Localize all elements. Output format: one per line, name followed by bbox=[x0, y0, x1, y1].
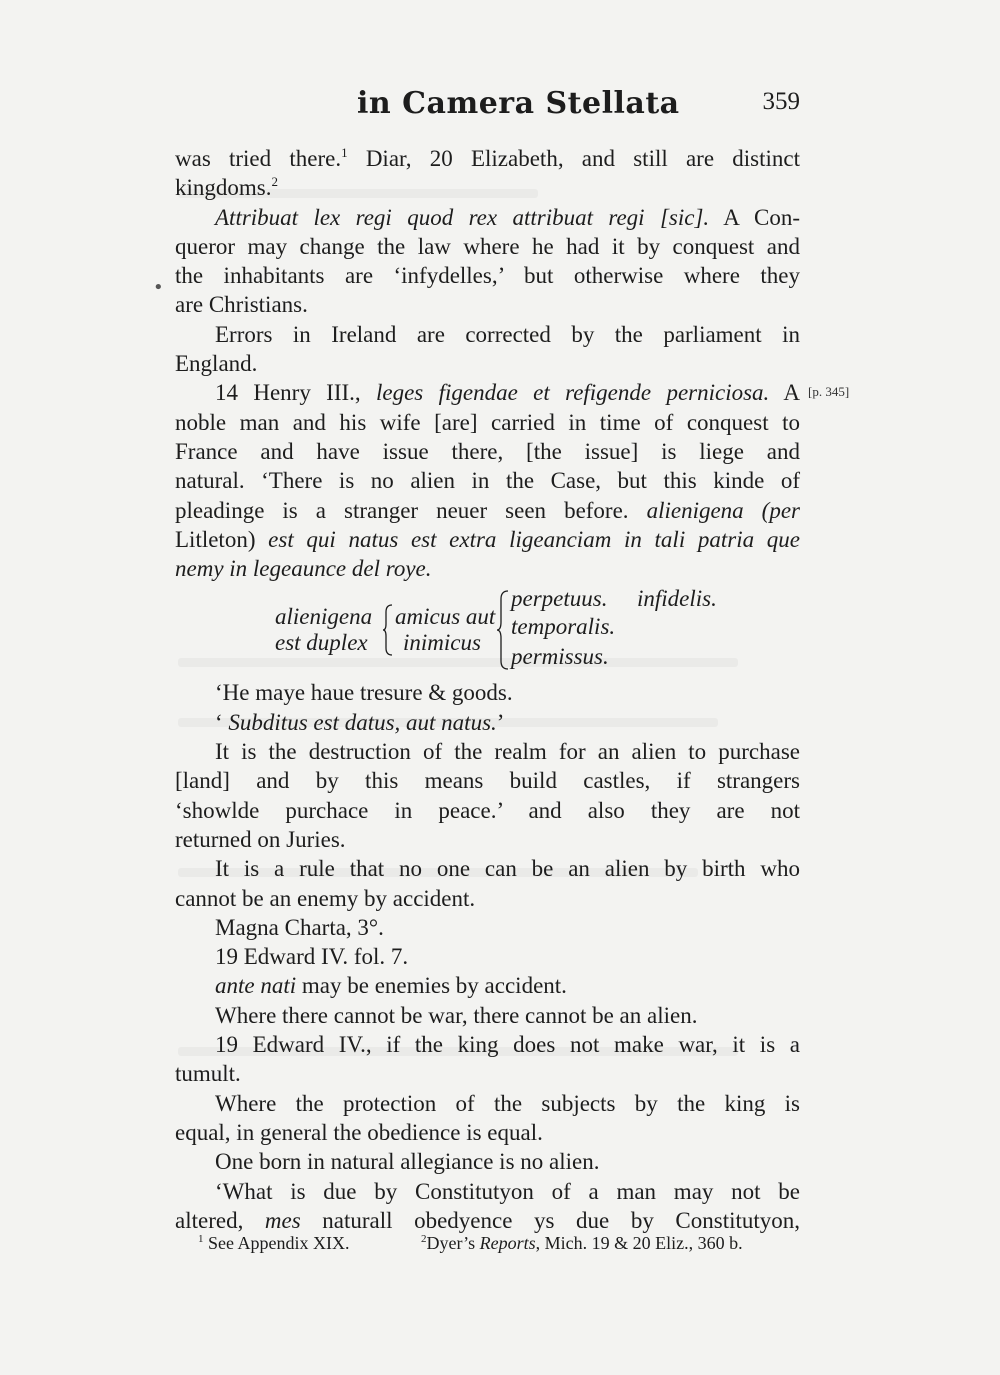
paragraph: Attribuat lex regi quod rex attribuat regi [sic]. A Con- queror may change the law where he had it by conquest and the inhabitants are ‘infydelles,’ but otherwise where they are Christians. bbox=[175, 204, 800, 318]
paragraph: Where there cannot be war, there cannot be an alien. bbox=[215, 1002, 698, 1028]
margin-page-reference: [p. 345] bbox=[808, 384, 850, 399]
left-brace bbox=[383, 604, 393, 656]
paragraph: It is a rule that no one can be an alien by birth who cannot be an enemy by accident. bbox=[175, 856, 800, 911]
paragraph: One born in natural allegiance is no alien. bbox=[215, 1149, 600, 1175]
brace-term: permissus. bbox=[511, 644, 609, 670]
footnote-1: $^1$ See Appendix XIX. bbox=[198, 1233, 350, 1253]
right-brace bbox=[497, 590, 509, 670]
running-title: in Camera Stellata bbox=[357, 86, 680, 121]
brace-term: infidelis. bbox=[637, 586, 717, 612]
paragraph: was tried there.$^1$ Diar, 20 Elizabeth, and still are distinct kingdoms.$^2$ bbox=[175, 145, 800, 201]
paragraph: ‘ Subditus est datus, aut natus.’ bbox=[215, 709, 505, 735]
paragraph: Where the protection of the subjects by the king is equal, in general the obedience is equal. bbox=[175, 1090, 800, 1145]
paragraph: It is the destruction of the realm for an alien to purchase [land] and by this means build castles, if strangers ‘showlde purchace in peace.’ and also they are not returned on Juries. bbox=[175, 739, 800, 852]
paragraph: 19 Edward IV. fol. 7. bbox=[215, 944, 409, 970]
page-header bbox=[175, 86, 800, 126]
margin-dot: • bbox=[153, 277, 164, 298]
paragraph: ante nati may be enemies by accident. bbox=[215, 973, 567, 999]
alien-classification-brace bbox=[175, 586, 800, 674]
paragraph: Errors in Ireland are corrected by the parliament in England. bbox=[175, 321, 800, 377]
paragraph: Magna Charta, 3°. bbox=[215, 914, 384, 940]
paragraph: ‘He maye haue tresure & goods. bbox=[215, 680, 513, 706]
brace-term: est duplex bbox=[275, 630, 368, 656]
footnote-ref[interactable]: 1 bbox=[341, 145, 348, 160]
brace-term: perpetuus. bbox=[511, 586, 608, 612]
paragraph: 19 Edward IV., if the king does not make war, it is a tumult. bbox=[175, 1032, 800, 1087]
footnote-ref[interactable]: 2 bbox=[271, 174, 278, 190]
page-number: 359 bbox=[762, 88, 800, 115]
brace-term: temporalis. bbox=[511, 614, 616, 640]
paragraph: 14 Henry III., leges figendae et refigende perniciosa. A noble man and his wife [are] carried in time of conquest to France and have issue there, [the issue] is liege and natural. ‘There is no alien in the Case, but this kinde of pleadinge is a stranger neuer seen before. alienigena (per Litleton) est qui natus est extra ligeanciam in tali patria que nemy in legeaunce del roye. bbox=[175, 380, 800, 582]
brace-term: amicus aut bbox=[395, 604, 496, 630]
paragraph: ‘What is due by Constitutyon of a man may not be altered, mes naturall obedyence ys due by Constitutyon, bbox=[175, 1178, 800, 1233]
brace-term: alienigena bbox=[275, 604, 373, 630]
brace-term: inimicus bbox=[403, 630, 481, 656]
footnote-2: $^2$Dyer’s Reports, Mich. 19 & 20 Eliz., 360 b. bbox=[421, 1233, 743, 1253]
page-body bbox=[175, 144, 800, 1235]
